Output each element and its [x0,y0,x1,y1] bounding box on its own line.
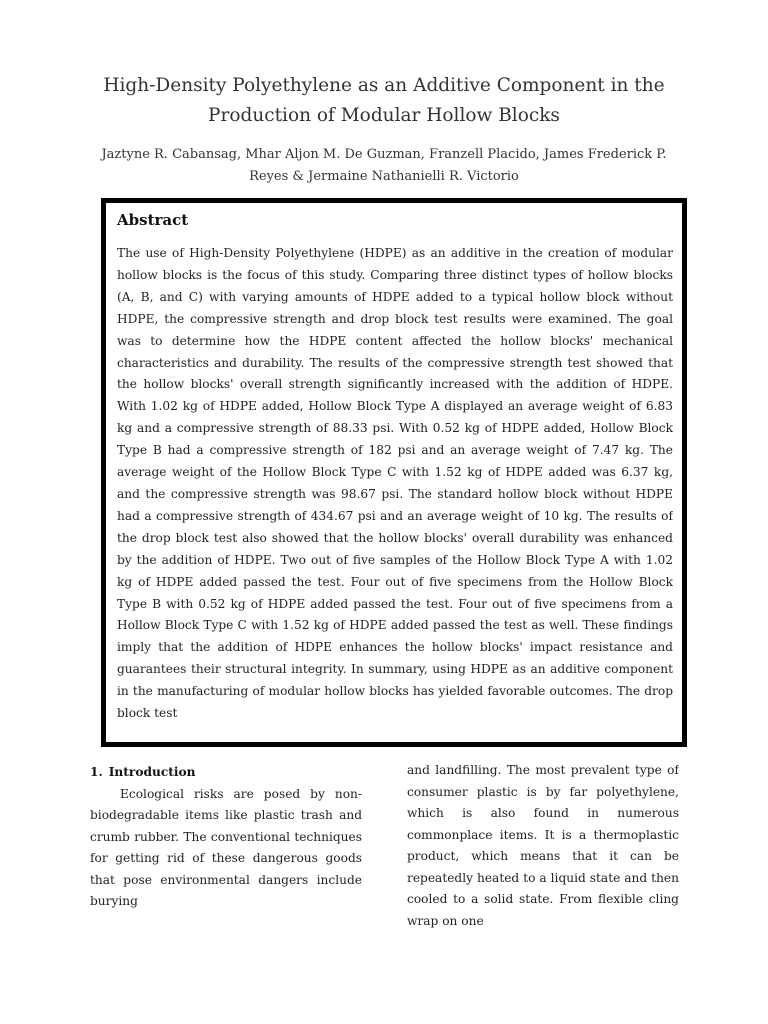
abstract-box [101,198,687,747]
section-heading-introduction [90,762,362,784]
column-right [407,760,679,940]
paper-title: High-Density Polyethylene as an Additive Component in the Production of Modular Hollow Blocks [103,75,665,126]
introduction-paragraph-right: and landfilling. The most prevalent type of consumer plastic is by far polyethylene, which is also found in numerous commonplace items. It is a thermoplastic product, which means that it can be repeatedly heated to a liquid state and then cooled to a solid state. From flexible cling wrap on one [407,763,679,928]
abstract-text: The use of High-Density Polyethylene (HDPE) as an additive in the creation of modular hollow blocks is the focus of this study. Comparing three distinct types of hollow blocks (A, B, and C) with varying amounts of HDPE added to a typical hollow block without HDPE, the compressive strength and drop block test results were examined. The goal was to determine how the HDPE content affected the hollow blocks' mechanical characteristics and durability. The results of the compressive strength test showed that the hollow blocks' overall strength significantly increased with the addition of HDPE. With 1.02 kg of HDPE added, Hollow Block Type A displayed an average weight of 6.83 kg and a compressive strength of 88.33 psi. With 0.52 kg of HDPE added, Hollow Block Type B had a compressive strength of 182 psi and an average weight of 7.47 kg. The average weight of the Hollow Block Type C with 1.52 kg of HDPE added was 6.37 kg, and the compressive strength was 98.67 psi. The standard hollow block without HDPE had a compressive strength of 434.67 psi and an average weight of 10 kg. The results of the drop block test also showed that the hollow blocks' overall durability was enhanced by the addition of HDPE. Two out of five samples of the Hollow Block Type A with 1.02 kg of HDPE added passed the test. Four out of five specimens from the Hollow Block Type B with 0.52 kg of HDPE added passed the test. Four out of five specimens from a Hollow Block Type C with 1.52 kg of HDPE added passed the test as well. These findings imply that the addition of HDPE enhances the hollow blocks' impact resistance and guarantees their structural integrity. In summary, using HDPE as an additive component in the manufacturing of modular hollow blocks has yielded favorable outcomes. The drop block test [117,246,673,721]
introduction-paragraph-left: Ecological risks are posed by non-biodegradable items like plastic trash and crumb rubber. The conventional techniques for getting rid of these dangerous goods that pose environmental dangers include burying [90,786,362,908]
author-list: Jaztyne R. Cabansag, Mhar Aljon M. De Guzman, Franzell Placido, James Frederick P. Reyes & Jermaine Nathanielli R. Victorio [101,147,667,184]
abstract-heading: Abstract [117,211,189,229]
section-title: Introduction [108,765,196,779]
section-number: 1. [90,765,103,779]
column-left [90,760,362,940]
